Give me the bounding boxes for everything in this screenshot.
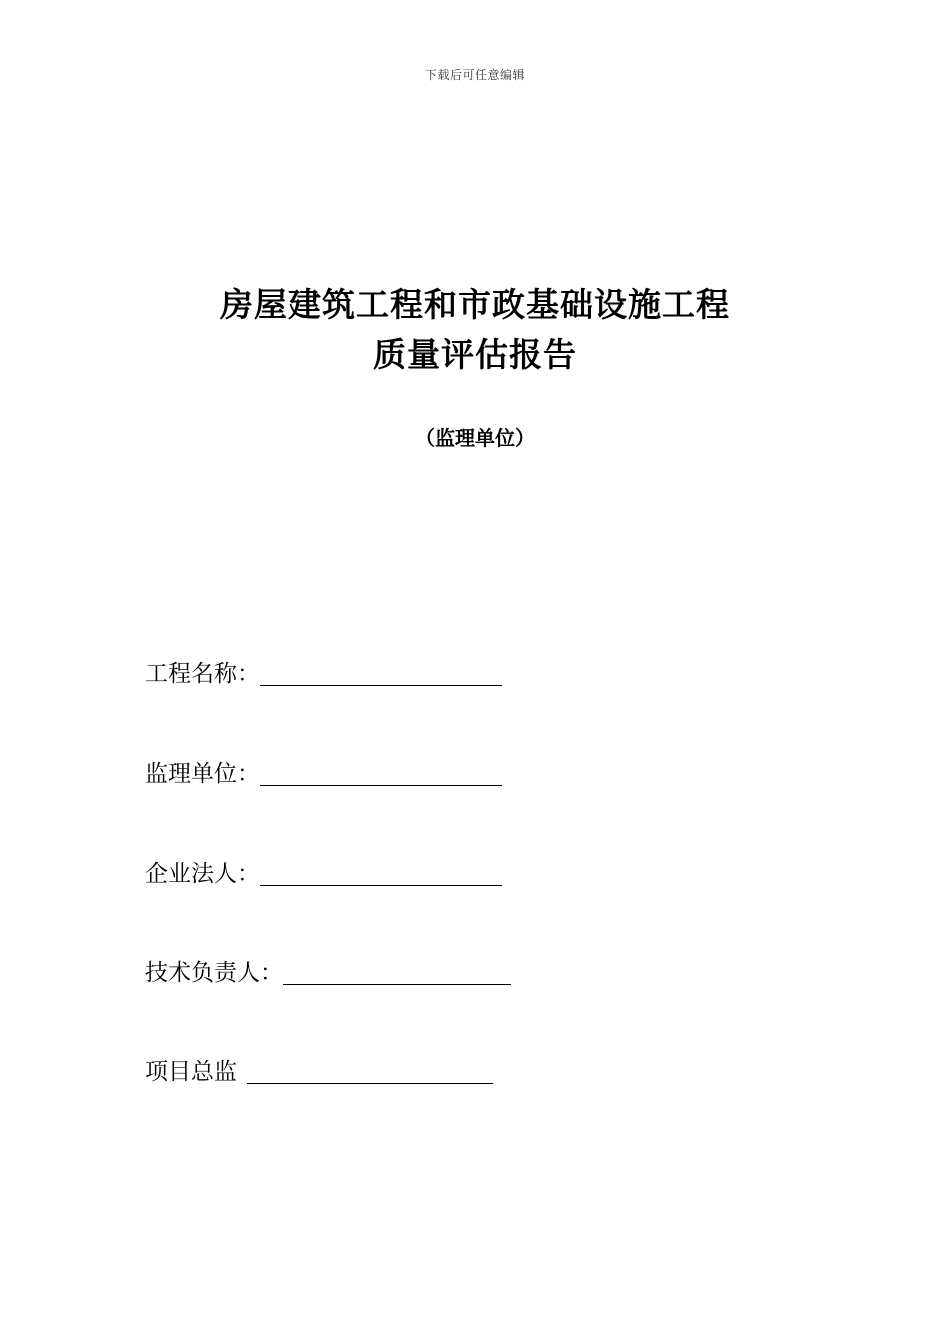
- field-label: 企业法人：: [145, 861, 260, 887]
- fill-in-line[interactable]: [260, 665, 502, 686]
- fill-in-line[interactable]: [247, 1063, 493, 1084]
- header-note: 下载后可任意编辑: [424, 68, 525, 82]
- field-label: 工程名称：: [145, 661, 260, 687]
- fill-in-line[interactable]: [260, 765, 502, 786]
- title-line-1: 房屋建筑工程和市政基础设施工程: [220, 285, 730, 324]
- fill-in-line[interactable]: [283, 964, 511, 985]
- field-label: 项目总监: [145, 1059, 237, 1085]
- field-chief-supervisor: [145, 1054, 493, 1086]
- report-title: [0, 280, 950, 380]
- title-line-2: 质量评估报告: [373, 335, 577, 374]
- field-label: 监理单位：: [145, 761, 260, 787]
- field-technical-director: [145, 955, 511, 987]
- fill-in-line[interactable]: [260, 865, 502, 886]
- field-project-name: [145, 656, 502, 688]
- report-subtitle: （监理单位）: [415, 426, 535, 450]
- field-label: 技术负责人：: [145, 960, 283, 986]
- field-legal-representative: [145, 856, 502, 888]
- field-supervision-unit: [145, 756, 502, 788]
